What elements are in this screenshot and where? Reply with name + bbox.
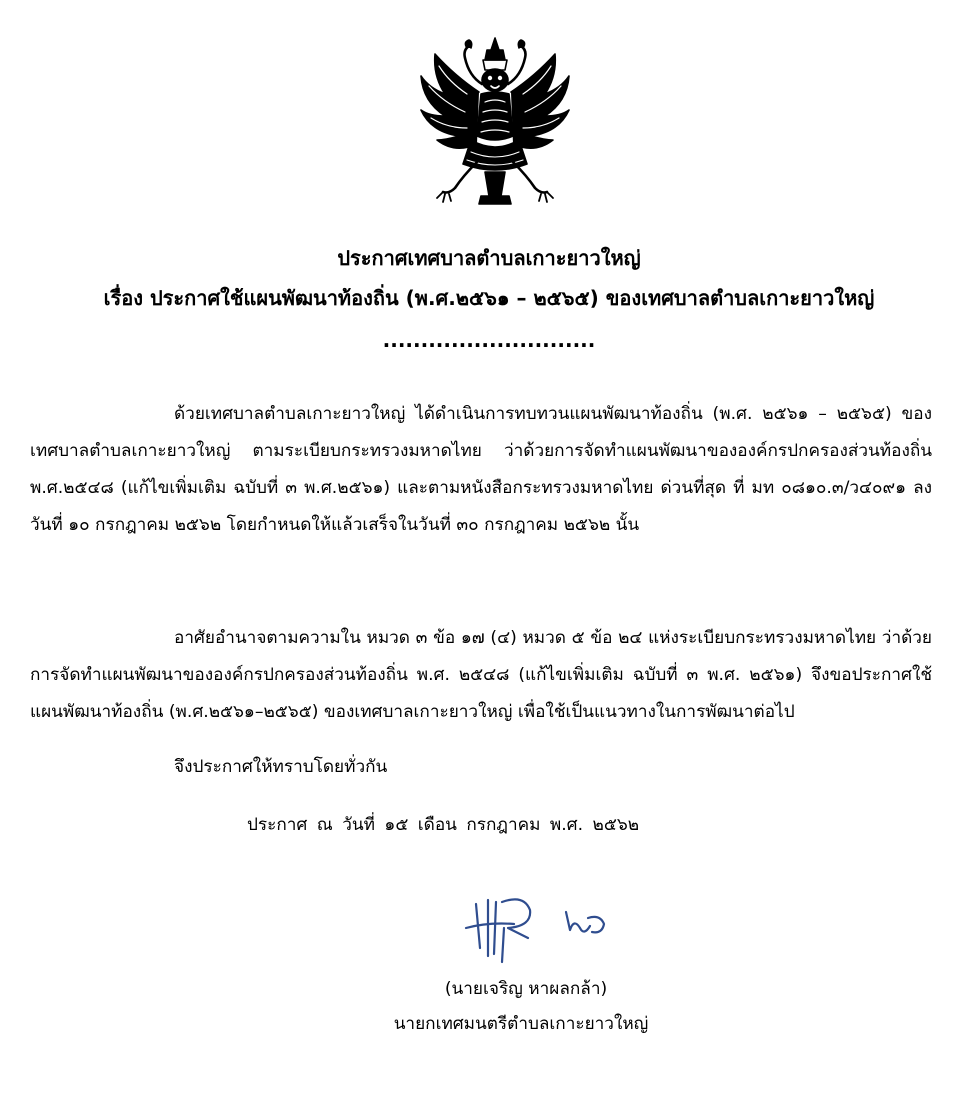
- announcement-title: ประกาศเทศบาลตำบลเกาะยาวใหญ่: [337, 246, 641, 270]
- signer-name: (นายเจริญ หาผลกล้า): [444, 979, 608, 999]
- body-paragraph-1: ด้วยเทศบาลตำบลเกาะยาวใหญ่ ได้ดำเนินการทบทวนแผนพัฒนาท้องถิ่น (พ.ศ. ๒๕๖๑ – ๒๕๖๕) ของเทศบาลตำบลเกาะยาวใหญ่ ตามระเบียบกระทรวงมหาดไทย ว่าด้วยการจัดทำแผนพัฒนาขององค์กรปกครองส่วนท้องถิ่น พ.ศ.๒๕๔๘ (แก้ไขเพิ่มเติม ฉบับที่ ๓ พ.ศ.๒๕๖๑) และตามหนังสือกระทรวงมหาดไทย ด่วนที่สุด ที่ มท ๐๘๑๐.๓/ว๔๐๙๑ ลงวันที่ ๑๐ กรกฎาคม ๒๕๖๒ โดยกำหนดให้แล้วเสร็จในวันที่ ๓๐ กรกฎาคม ๒๕๖๒ นั้น: [30, 404, 932, 535]
- closing-statement: จึงประกาศให้ทราบโดยทั่วกัน: [174, 757, 388, 777]
- announcement-date: ประกาศ ณ วันที่ ๑๕ เดือน กรกฎาคม พ.ศ. ๒๕๖๒: [247, 815, 640, 835]
- title-separator: ............................: [382, 328, 596, 352]
- announcement-subject: เรื่อง ประกาศใช้แผนพัฒนาท้องถิ่น (พ.ศ.๒๕๖๑ – ๒๕๖๕) ของเทศบาลตำบลเกาะยาวใหญ่: [103, 286, 875, 310]
- signer-position: นายกเทศมนตรีตำบลเกาะยาวใหญ่: [393, 1014, 649, 1034]
- handwritten-signature: [458, 888, 626, 966]
- body-paragraph-2: อาศัยอำนาจตามความใน หมวด ๓ ข้อ ๑๗ (๔) หมวด ๕ ข้อ ๒๔ แห่งระเบียบกระทรวงมหาดไทย ว่าด้วยการจัดทำแผนพัฒนาขององค์กรปกครองส่วนท้องถิ่น พ.ศ. ๒๕๔๘ (แก้ไขเพิ่มเติม ฉบับที่ ๓ พ.ศ. ๒๕๖๑) จึงขอประกาศใช้แผนพัฒนาท้องถิ่น (พ.ศ.๒๕๖๑–๒๕๖๕) ของเทศบาลเกาะยาวใหญ่ เพื่อใช้เป็นแนวทางในการพัฒนาต่อไป: [30, 628, 932, 722]
- garuda-emblem-icon: [415, 36, 575, 206]
